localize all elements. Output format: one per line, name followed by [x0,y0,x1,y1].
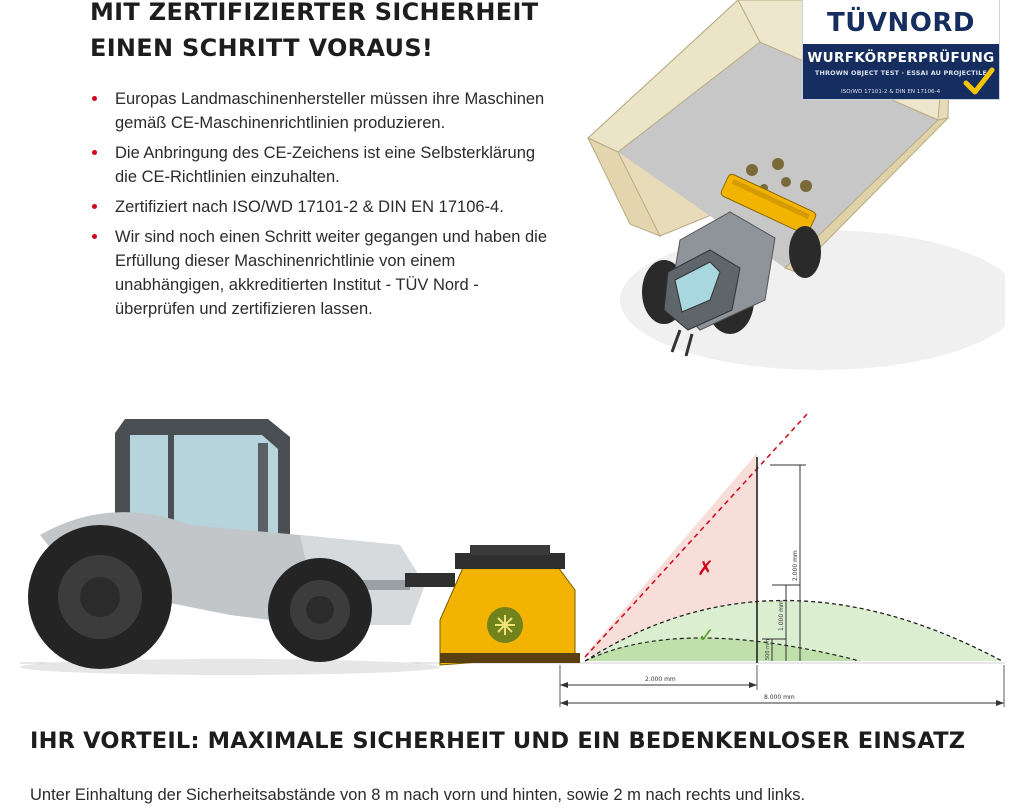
bullet-text: Die Anbringung des CE-Zeichens ist eine Selbsterklärung die CE-Richtlinien einzuhalten. [115,144,536,186]
dimension-label: 1.000 mm [778,600,785,631]
allowed-mark: ✓ [698,623,715,647]
bullet-dot-icon [92,96,97,101]
dimension-label: 2.000 mm [792,550,799,581]
tuev-nord-logo: TÜVNORD [827,8,975,38]
bullet-item [90,225,560,321]
tuev-logo-area [803,0,999,44]
headline-line-1: MIT ZERTIFIZIERTER SICHERHEIT [90,0,539,26]
forbidden-mark: ✗ [697,556,714,580]
dimension-label: 8.000 mm [764,694,795,701]
bullet-dot-icon [92,234,97,239]
bullet-item [90,141,560,189]
feature-bullet-list [90,87,560,327]
bullet-text: Zertifiziert nach ISO/WD 17101-2 & DIN EN 17106-4. [115,198,504,216]
bullet-text: Europas Landmaschinenhersteller müssen ihre Maschinen gemäß CE-Maschinenrichtlinien produzieren. [115,90,545,132]
dimension-label: 500 mm [765,639,771,660]
advantage-headline: IHR VORTEIL: MAXIMALE SICHERHEIT UND EIN BEDENKENLOSER EINSATZ [30,728,966,754]
badge-subtitle: THROWN OBJECT TEST · ESSAI AU PROJECTILE [814,69,988,77]
tuev-nord-badge [802,0,1000,100]
page-headline [90,0,538,66]
bullet-item [90,195,560,219]
bullet-dot-icon [92,204,97,209]
bullet-dot-icon [92,150,97,155]
safety-distance-text: Unter Einhaltung der Sicherheitsabstände von 8 m nach vorn und hinten, sowie 2 m nach rechts und links. [30,786,806,804]
bullet-text: Wir sind noch einen Schritt weiter gegangen und haben die Erfüllung dieser Maschinenrichtlinie von einem unabhängigen, akkreditierten Institut - TÜV Nord - überprüfen und zertifizieren lassen. [115,228,548,318]
dimension-label: 2.000 mm [645,676,676,683]
safety-distance-diagram [0,385,1024,715]
badge-norm: ISO/WD 17101-2 & DIN EN 17106-4 [841,89,941,95]
mulcher-illustration [440,545,580,665]
badge-title: WURFKÖRPERPRÜFUNG [807,50,995,66]
headline-line-2: EINEN SCHRITT VORAUS! [90,34,434,62]
bullet-item [90,87,560,135]
checkmark-icon [963,66,995,98]
tractor-illustration [20,419,455,675]
